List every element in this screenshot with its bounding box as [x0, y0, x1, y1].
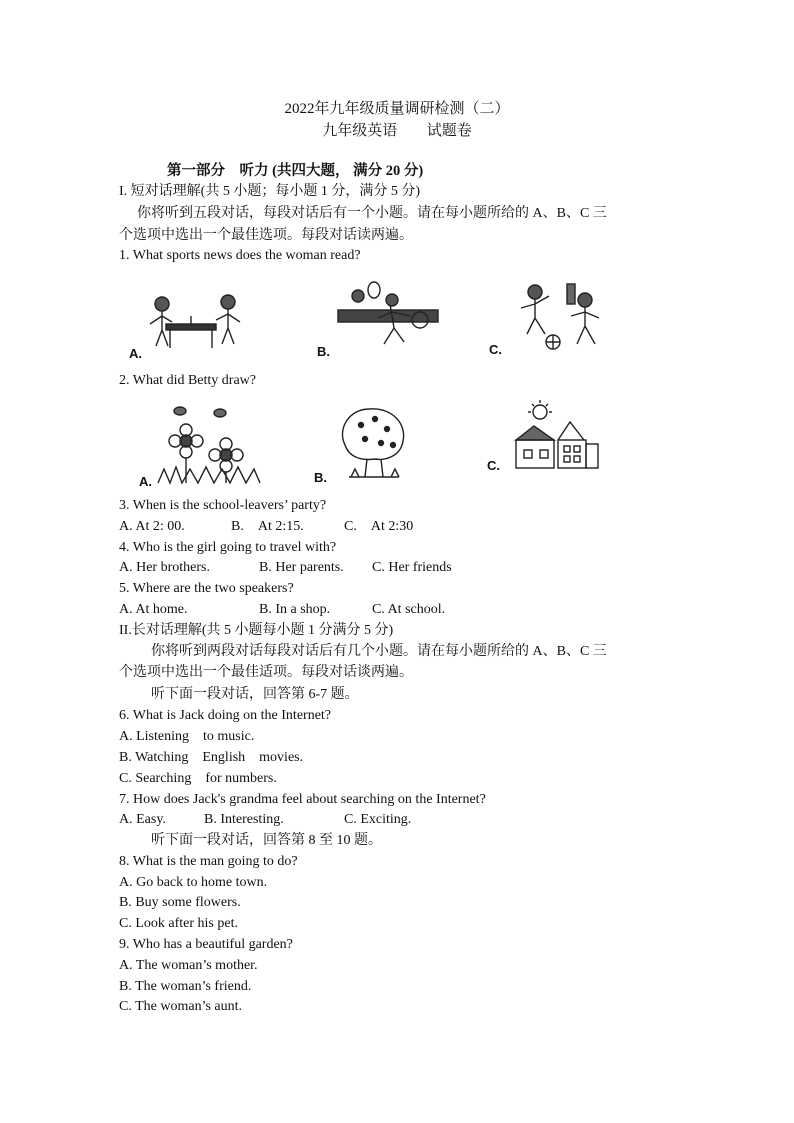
ping-pong-drawing — [128, 282, 268, 362]
q7-option-c: C. Exciting. — [344, 812, 412, 827]
section2-title: II.长对话理解(共 5 小题每小题 1 分满分 5 分) — [119, 623, 394, 638]
q1-picture-a-ping-pong — [128, 282, 268, 362]
q4-option-c: C. Her friends — [372, 560, 452, 575]
q1-picture-c-basketball — [505, 278, 615, 358]
question-1: 1. What sports news does the woman read? — [119, 248, 361, 263]
q5-option-c: C. At school. — [372, 602, 446, 617]
q3-option-b: B. At 2:15. — [231, 519, 304, 534]
q6-option-c: C. Searching for numbers. — [119, 771, 277, 786]
q4-option-b: B. Her parents. — [259, 560, 344, 575]
q8-option-b: B. Buy some flowers. — [119, 895, 241, 910]
tennis-drawing — [330, 282, 460, 357]
paper-label: 试题卷 — [426, 123, 472, 139]
q6-option-a: A. Listening to music. — [119, 729, 255, 744]
q2-label-b: B. — [314, 470, 327, 485]
dialogue-1-intro: 听下面一段对话，回答第 6-7 题。 — [151, 687, 359, 702]
section1-title: I. 短对话理解(共 5 小题；每小题 1 分，满分 5 分) — [119, 184, 420, 199]
q2-picture-a-flowers — [150, 405, 270, 487]
q8-option-c: C. Look after his pet. — [119, 916, 238, 931]
q3-option-c: C. At 2:30 — [344, 519, 414, 534]
section2-instruction-1: 你将听到两段对话每段对话后有几个小题。请在每小题所给的 A、B、C 三 — [151, 644, 607, 659]
question-3: 3. When is the school-leavers’ party? — [119, 498, 327, 513]
q2-picture-c-house — [510, 400, 600, 476]
flowers-drawing — [150, 405, 270, 487]
section1-instruction-2: 个选项中选出一个最佳选项。每段对话读两遍。 — [119, 228, 413, 243]
exam-title: 2022年九年级质量调研检测（二） — [284, 101, 510, 117]
q3-option-a: A. At 2: 00. — [119, 519, 185, 534]
q7-option-a: A. Easy. — [119, 812, 166, 827]
basketball-drawing — [505, 278, 615, 358]
house-drawing — [510, 400, 600, 476]
q2-label-a: A. — [139, 474, 152, 489]
q2-label-c: C. — [487, 458, 500, 473]
q9-option-b: B. The woman’s friend. — [119, 979, 252, 994]
question-8: 8. What is the man going to do? — [119, 854, 298, 869]
question-2: 2. What did Betty draw? — [119, 373, 256, 388]
q9-option-a: A. The woman’s mother. — [119, 958, 258, 973]
q1-label-b: B. — [317, 344, 330, 359]
section1-instruction-1: 你将听到五段对话，每段对话后有一个小题。请在每小题所给的 A、B、C 三 — [137, 206, 607, 221]
tree-drawing — [335, 405, 415, 485]
question-9: 9. Who has a beautiful garden? — [119, 937, 293, 952]
q1-picture-b-tennis — [330, 282, 460, 357]
q6-option-b: B. Watching English movies. — [119, 750, 304, 765]
q8-option-a: A. Go back to home town. — [119, 875, 268, 890]
q5-option-a: A. At home. — [119, 602, 188, 617]
exam-subtitle — [0, 119, 794, 140]
q9-option-c: C. The woman’s aunt. — [119, 999, 243, 1014]
question-6: 6. What is Jack doing on the Internet? — [119, 708, 332, 723]
subject-label: 九年级英语 — [322, 123, 398, 139]
q2-picture-b-tree — [335, 405, 415, 485]
q1-label-a: A. — [129, 346, 142, 361]
section2-instruction-2: 个选项中选出一个最佳适项。每段对话谈两遍。 — [119, 665, 413, 680]
q7-option-b: B. Interesting. — [204, 812, 284, 827]
q5-option-b: B. In a shop. — [259, 602, 331, 617]
question-4: 4. Who is the girl going to travel with? — [119, 540, 337, 555]
dialogue-2-intro: 听下面一段对话，回答第 8 至 10 题。 — [151, 833, 382, 848]
part1-heading: 第一部分 听力 (共四大题， 满分 20 分) — [167, 163, 424, 179]
q4-option-a: A. Her brothers. — [119, 560, 210, 575]
question-5: 5. Where are the two speakers? — [119, 581, 294, 596]
q1-label-c: C. — [489, 342, 502, 357]
question-7: 7. How does Jack's grandma feel about searching on the Internet? — [119, 792, 486, 807]
